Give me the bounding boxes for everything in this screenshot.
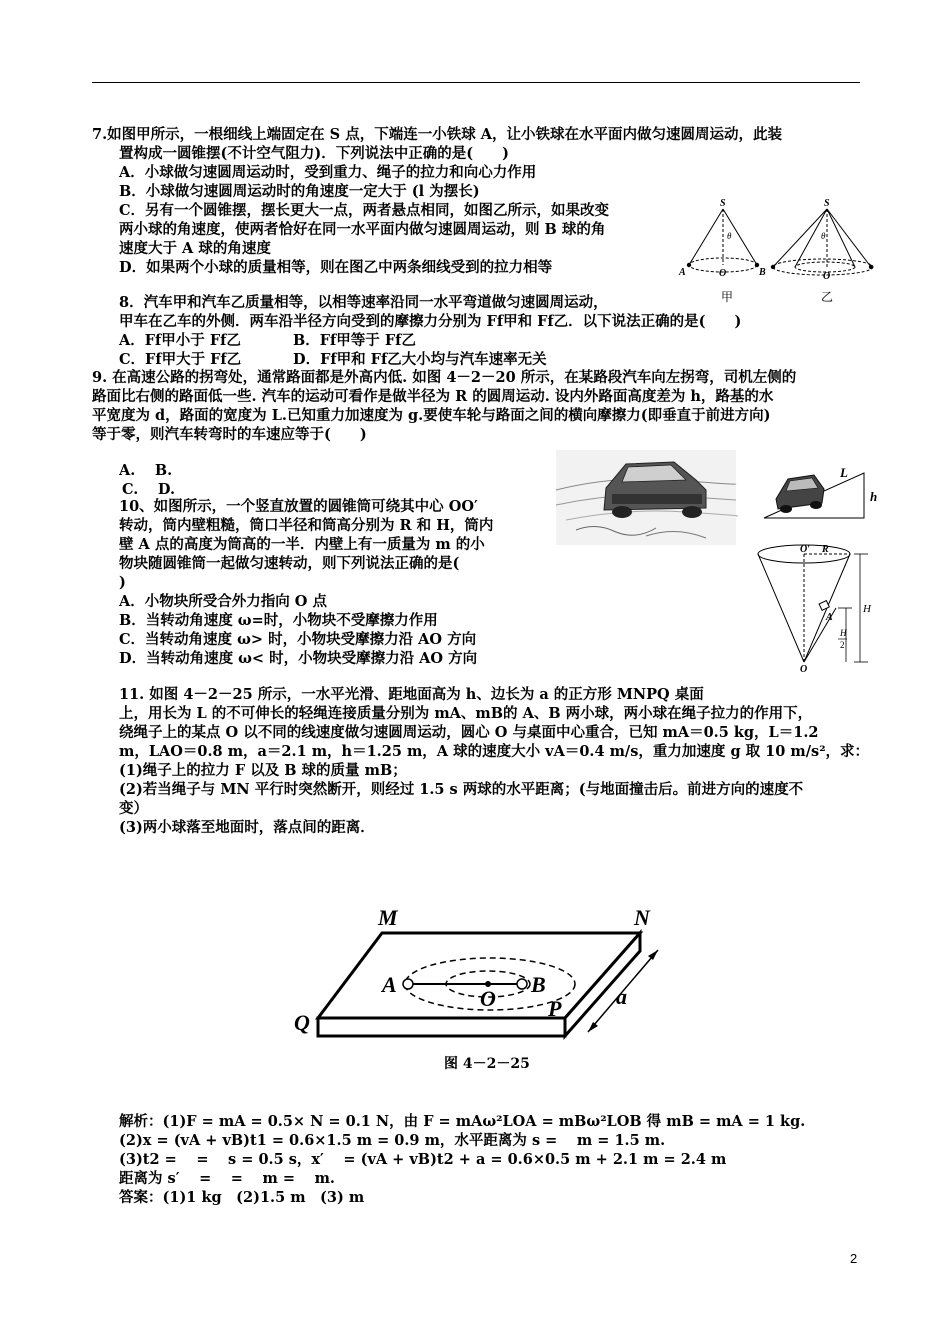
label-s-yi: S	[824, 198, 830, 209]
q10-option-b: B．当转动角速度 ω=时，小物块不受摩擦力作用	[119, 612, 438, 629]
page-number: 2	[850, 1251, 858, 1266]
label-cone-h2-num: H	[840, 628, 847, 638]
q9-line-4: 等于零，则汽车转弯时的车速应等于( )	[92, 426, 367, 443]
header-rule	[92, 82, 860, 83]
q7-option-d: D．如果两个小球的质量相等，则在图乙中两条细线受到的拉力相等	[119, 259, 553, 276]
q8-option-b: B．Ff甲等于 Ff乙	[293, 332, 416, 349]
table-label-side-a: a	[616, 984, 627, 1009]
solution-line-1: 解析：(1)F = mA = 0.5× N = 0.1 N，由 F = mAω²LOA = mBω²LOB 得 mB = mA = 1 kg.	[119, 1113, 806, 1130]
banked-road-diagram	[764, 455, 884, 525]
q8-line-1: 8．汽车甲和汽车乙质量相等，以相等速率沿同一水平弯道做匀速圆周运动，	[119, 294, 608, 311]
label-o-jia: O	[719, 268, 727, 279]
label-cone-r: R	[822, 544, 829, 555]
inverted-cone-diagram	[756, 540, 876, 675]
label-road-l: L	[840, 465, 848, 480]
figure-caption: 图 4－2－25	[444, 1056, 530, 1072]
solution-line-2: (2)x = (vA + vB)t1 = 0.6×1.5 m = 0.9 m，水平距离为 s = m = 1.5 m.	[119, 1132, 666, 1149]
q7-option-a: A．小球做匀速圆周运动时，受到重力、绳子的拉力和向心力作用	[119, 164, 537, 181]
q9-options-cd: C. D.	[122, 481, 175, 498]
q8-option-d: D．Ff甲和 Ff乙大小均与汽车速率无关	[293, 351, 547, 368]
q11-line-7: 变）	[119, 800, 148, 817]
label-s-jia: S	[720, 198, 726, 209]
label-road-h: h	[870, 489, 878, 504]
q7-option-b: B．小球做匀速圆周运动时的角速度一定大于 (l 为摆长)	[119, 183, 480, 200]
q11-line-4: m，LAO＝0.8 m，a＝2.1 m，h＝1.25 m，A 球的速度大小 vA＝0.4 m/s，重力加速度 g 取 10 m/s²，求：	[119, 743, 870, 760]
caption-yi: 乙	[821, 290, 834, 304]
q10-option-d: D．当转动角速度 ω< 时，小物块受摩擦力沿 AO 方向	[119, 650, 478, 667]
label-cone-h: H	[863, 603, 871, 615]
q11-line-3: 绕绳子上的某点 O 以不同的线速度做匀速圆周运动，圆心 O 与桌面中心重合，已知 mA＝0.5 kg，L＝1.2	[119, 724, 819, 741]
q7-option-c-1: C．另有一个圆锥摆，摆长更大一点，两者悬点相同，如图乙所示，如果改变	[119, 202, 610, 219]
q8-option-c: C．Ff甲大于 Ff乙	[119, 351, 242, 368]
label-cone-o: O	[800, 664, 808, 675]
q9-options-ab: A. B.	[119, 462, 173, 479]
car-turning-illustration	[556, 450, 736, 545]
q11-line-6: (2)若当绳子与 MN 平行时突然断开，则经过 1.5 s 两球的水平距离；(与地面撞击后。前进方向的速度不	[119, 781, 804, 798]
label-b-jia: B	[759, 267, 766, 278]
answer-line: 答案：(1)1 kg (2)1.5 m (3) m	[119, 1189, 365, 1206]
q11-line-8: (3)两小球落至地面时，落点间的距离．	[119, 819, 375, 836]
table-label-a: A	[382, 972, 397, 997]
label-o-yi: O	[823, 271, 831, 282]
q7-option-c-2: 两小球的角速度，使两者恰好在同一水平面内做匀速圆周运动，则 B 球的角	[119, 221, 606, 238]
table-label-q: Q	[294, 1010, 310, 1035]
q7-line-1: 7.如图甲所示，一根细线上端固定在 S 点，下端连一小铁球 A，让小铁球在水平面内做匀速圆周运动，此装	[92, 126, 782, 143]
q11-line-1: 11. 如图 4－2－25 所示，一水平光滑、距地面高为 h、边长为 a 的正方形 MNPQ 桌面	[119, 686, 704, 703]
label-a-jia: A	[679, 267, 686, 278]
q10-line-3: 壁 A 点的高度为筒高的一半．内壁上有一质量为 m 的小	[119, 536, 485, 553]
q10-line-5: )	[119, 574, 126, 591]
q10-line-2: 转动，筒内壁粗糙，筒口半径和筒高分别为 R 和 H，筒内	[119, 517, 494, 534]
cone-pendulum-figure	[675, 195, 875, 305]
label-cone-o-prime: O′	[800, 544, 811, 555]
label-cone-h2-den: 2	[840, 640, 845, 650]
table-label-p: P	[548, 996, 562, 1021]
q9-line-3: 平宽度为 d，路面的宽度为 L.已知重力加速度为 g.要使车轮与路面之间的横向摩擦力(即垂直于前进方向)	[92, 407, 771, 424]
q8-option-a: A．Ff甲小于 Ff乙	[119, 332, 241, 349]
q7-line-2: 置构成一圆锥摆(不计空气阻力)．下列说法中正确的是( )	[119, 145, 509, 162]
solution-line-4: 距离为 s′ = = m = m.	[119, 1170, 335, 1187]
table-label-n: N	[634, 905, 650, 930]
label-theta-jia: θ	[727, 231, 732, 241]
table-label-o: O	[480, 986, 496, 1011]
table-label-m: M	[378, 905, 398, 930]
label-cone-a: A	[826, 612, 833, 623]
table-label-b: B	[531, 972, 546, 997]
q10-option-a: A．小物块所受合外力指向 O 点	[119, 593, 327, 610]
caption-jia: 甲	[721, 290, 734, 304]
q11-line-5: (1)绳子上的拉力 F 以及 B 球的质量 mB；	[119, 762, 407, 779]
q9-line-2: 路面比右侧的路面低一些. 汽车的运动可看作是做半径为 R 的圆周运动. 设内外路面高度差为 h，路基的水	[92, 388, 774, 405]
q7-option-c-3: 速度大于 A 球的角速度	[119, 240, 271, 257]
solution-line-3: (3)t2 = = s = 0.5 s，x′ = (vA + vB)t2 + a = 0.6×0.5 m + 2.1 m = 2.4 m	[119, 1151, 727, 1168]
q9-line-1: 9. 在高速公路的拐弯处，通常路面都是外高内低. 如图 4－2－20 所示，在某路段汽车向左拐弯，司机左侧的	[92, 369, 797, 386]
label-theta-yi: θ	[821, 231, 826, 241]
q8-line-2: 甲车在乙车的外侧．两车沿半径方向受到的摩擦力分别为 Ff甲和 Ff乙．以下说法正确的是( )	[119, 313, 742, 330]
square-table-figure	[290, 900, 690, 1050]
q10-option-c: C．当转动角速度 ω> 时，小物块受摩擦力沿 AO 方向	[119, 631, 477, 648]
q11-line-2: 上，用长为 L 的不可伸长的轻绳连接质量分别为 mA、mB的 A、B 两小球，两小球在绳子拉力的作用下，	[119, 705, 813, 722]
q10-line-1: 10、如图所示，一个竖直放置的圆锥筒可绕其中心 OO′	[119, 498, 478, 515]
q10-line-4: 物块随圆锥筒一起做匀速转动，则下列说法正确的是(	[119, 555, 460, 572]
